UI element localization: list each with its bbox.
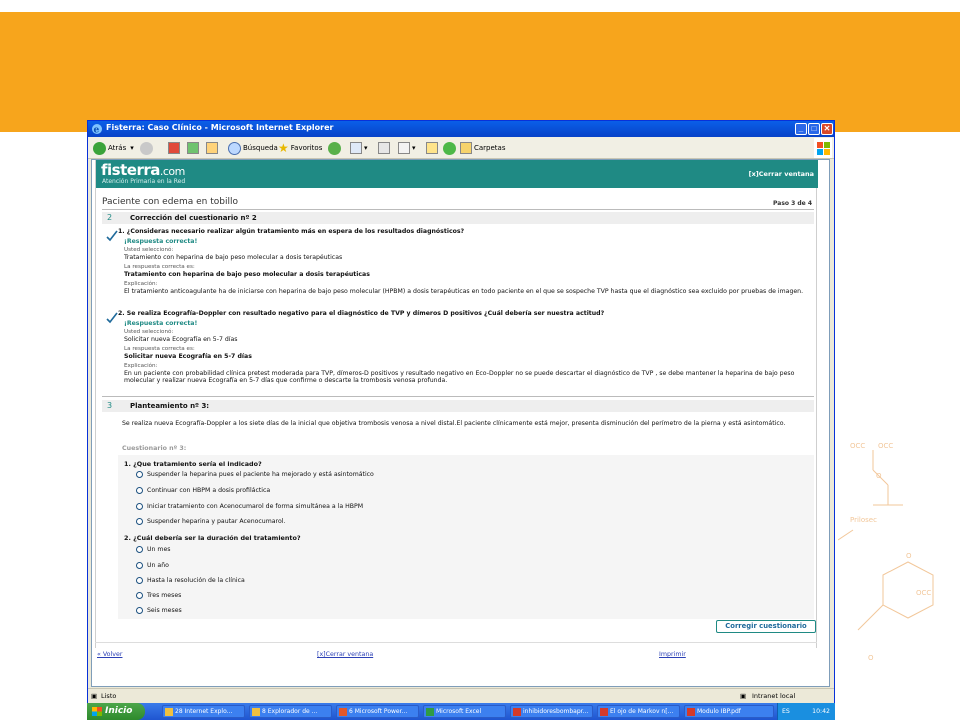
quiz-label: Cuestionario nº 3: — [122, 445, 187, 452]
divider — [95, 642, 817, 643]
case-title: Paciente con edema en tobillo — [102, 197, 238, 207]
chevron-down-icon: ▾ — [130, 144, 134, 152]
correct-answer: Tratamiento con heparina de bajo peso molecular a dosis terapéuticas — [124, 271, 370, 278]
section-3-header — [102, 400, 814, 412]
question-text: 1. ¿Consideras necesario realizar algún tratamiento más en espera de los resultados diagnósticos? — [118, 228, 465, 235]
correct-label: La respuesta correcta es: — [124, 264, 195, 270]
maximize-button[interactable]: □ — [808, 123, 820, 135]
discuss-button[interactable] — [426, 141, 440, 155]
submit-quiz-button[interactable]: Corregir cuestionario — [716, 620, 816, 633]
radio-button[interactable] — [136, 607, 143, 614]
messenger-icon — [443, 142, 456, 155]
selected-answer: Tratamiento con heparina de bajo peso molecular a dosis terapéuticas — [124, 254, 343, 261]
answer-block-1 — [102, 228, 814, 308]
status-bar — [88, 688, 835, 702]
windows-logo-icon — [814, 138, 832, 158]
quiz-question-2: 2. ¿Cuál debería ser la duración del tratamiento? — [124, 534, 301, 542]
browser-window — [87, 120, 835, 720]
option-q2-1[interactable]: Un mes — [136, 545, 170, 554]
option-q2-4[interactable]: Tres meses — [136, 591, 181, 600]
radio-button[interactable] — [136, 592, 143, 599]
svg-text:OCC: OCC — [878, 442, 894, 450]
explanation-label: Explicación: — [124, 281, 158, 287]
star-icon: ★ — [278, 141, 289, 155]
messenger-button[interactable] — [443, 141, 458, 155]
site-subtitle: Atención Primaria en la Red — [102, 178, 186, 185]
site-header — [96, 160, 818, 188]
mail-button[interactable]: ▾ — [350, 141, 368, 155]
history-button[interactable] — [328, 141, 343, 155]
clock[interactable]: 10:42 — [812, 708, 830, 715]
option-q2-3[interactable]: Hasta la resolución de la clínica — [136, 576, 245, 585]
radio-button[interactable] — [136, 562, 143, 569]
step-indicator: Paso 3 de 4 — [773, 200, 812, 207]
svg-text:O: O — [906, 552, 912, 560]
powerpoint-icon — [339, 708, 347, 716]
option-q2-2[interactable]: Un año — [136, 561, 169, 570]
status-badge: ¡Respuesta correcta! — [124, 238, 198, 245]
fisterra-logo[interactable]: fisterra.com — [101, 161, 185, 179]
start-button[interactable]: Inicio — [87, 703, 145, 720]
svg-text:e: e — [93, 125, 100, 135]
stop-icon — [168, 142, 180, 154]
minimize-button[interactable]: _ — [795, 123, 807, 135]
windows-taskbar — [87, 703, 835, 720]
selected-label: Usted seleccionó: — [124, 247, 174, 253]
chemical-structure-decoration — [838, 430, 960, 690]
quiz-question-1: 1. ¿Que tratamiento sería el indicado? — [124, 460, 262, 468]
radio-button[interactable] — [136, 471, 143, 478]
orange-header-band — [0, 12, 960, 132]
page-icon: ▣ — [91, 692, 98, 700]
taskbar-item-internet-explorer[interactable]: 28 Internet Explo... — [162, 705, 245, 718]
checkmark-icon — [106, 312, 118, 324]
edit-icon — [398, 142, 410, 154]
close-window-footer-link[interactable]: [x]Cerrar ventana — [317, 651, 374, 658]
svg-text:OCC: OCC — [850, 442, 866, 450]
taskbar-item-powerpoint[interactable]: 6 Microsoft Power... — [336, 705, 419, 718]
taskbar-item-excel[interactable]: Microsoft Excel — [423, 705, 506, 718]
internet-explorer-icon — [91, 123, 103, 135]
pdf-icon — [687, 708, 695, 716]
status-badge: ¡Respuesta correcta! — [124, 320, 198, 327]
pdf-icon — [513, 708, 521, 716]
search-icon — [228, 142, 241, 155]
language-indicator[interactable]: ES — [782, 708, 790, 715]
pdf-icon — [600, 708, 608, 716]
svg-text:O: O — [868, 654, 874, 662]
taskbar-item-explorer[interactable]: 8 Explorador de ... — [249, 705, 332, 718]
intranet-icon: ▣ — [740, 692, 747, 700]
question-text: 2. Se realiza Ecografía-Doppler con resultado negativo para el diagnóstico de TVP y dímeros D positivos ¿Cuál debería ser nuestra actitud? — [118, 310, 605, 317]
selected-answer: Solicitar nueva Ecografía en 5-7 días — [124, 336, 238, 343]
section-2-header — [102, 212, 814, 224]
home-button[interactable] — [206, 141, 220, 155]
answer-block-2 — [102, 310, 814, 392]
option-q1-3[interactable]: Iniciar tratamiento con Acenocumarol de forma simultánea a la HBPM — [136, 502, 363, 511]
window-title: Fisterra: Caso Clínico - Microsoft Internet Explorer — [106, 123, 334, 132]
forward-arrow-icon — [140, 142, 153, 155]
radio-button[interactable] — [136, 503, 143, 510]
print-button[interactable] — [378, 141, 392, 155]
discuss-icon — [426, 142, 438, 154]
close-window-link[interactable]: [x]Cerrar ventana — [748, 170, 814, 178]
option-q1-2[interactable]: Continuar con HBPM a dosis profiláctica — [136, 486, 270, 495]
edit-button[interactable]: ▾ — [398, 141, 416, 155]
title-bar[interactable] — [88, 121, 835, 137]
windows-logo-icon — [92, 707, 102, 716]
explanation-text: En un paciente con probabilidad clínica pretest moderada para TVP, dímeros-D positivos y resultado negativo en Eco-Doppler no se puede descartar el diagnóstico de TVP , se debe mantener la heparina de bajo peso molecular y realizar nueva Ecografía en 5-7 días que confirme o descarte la trombosis venosa profunda. — [124, 370, 795, 385]
history-icon — [328, 142, 341, 155]
option-q1-1[interactable]: Suspender la heparina pues el paciente ha mejorado y está asintomático — [136, 470, 374, 479]
folders-button[interactable]: Carpetas — [460, 141, 506, 155]
divider — [102, 396, 814, 397]
status-text: Listo — [101, 692, 117, 700]
checkmark-icon — [106, 230, 118, 242]
browser-toolbar — [88, 137, 835, 159]
radio-button[interactable] — [136, 518, 143, 525]
home-icon — [206, 142, 218, 154]
explanation-label: Explicación: — [124, 363, 158, 369]
forward-button[interactable] — [140, 141, 155, 155]
excel-icon — [426, 708, 434, 716]
case-frame — [95, 160, 817, 648]
svg-text:OCC: OCC — [916, 589, 932, 597]
svg-text:Prilosec: Prilosec — [850, 516, 877, 524]
section-number: 2 — [107, 213, 113, 222]
back-arrow-icon — [93, 142, 106, 155]
option-q1-4[interactable]: Suspender heparina y pautar Acenocumarol. — [136, 517, 285, 526]
favorites-button[interactable]: ★ Favoritos — [278, 141, 323, 155]
case-statement: Se realiza nueva Ecografía-Doppler a los siete días de la inicial que objetiva trombosis venosa a nivel distal.El paciente clínicamente está mejor, presenta disminución del perímetro de la pierna y está asintomático. — [122, 420, 786, 427]
section-title: Planteamiento nº 3: — [130, 402, 210, 410]
close-window-button[interactable]: ✕ — [821, 123, 833, 135]
section-number: 3 — [107, 401, 113, 410]
page-viewport[interactable] — [91, 159, 830, 687]
stop-button[interactable] — [168, 141, 182, 155]
taskbar-item-pdf-3[interactable]: Modulo IBP.pdf — [684, 705, 774, 718]
system-tray — [777, 703, 835, 720]
refresh-button[interactable] — [187, 141, 201, 155]
correct-label: La respuesta correcta es: — [124, 346, 195, 352]
ie-icon — [165, 708, 173, 716]
radio-button[interactable] — [136, 546, 143, 553]
svg-text:O: O — [876, 472, 882, 480]
selected-label: Usted seleccionó: — [124, 329, 174, 335]
radio-button[interactable] — [136, 487, 143, 494]
taskbar-item-pdf-2[interactable]: El ojo de Markov n[... — [597, 705, 680, 718]
folder-icon — [460, 142, 472, 154]
folder-icon — [252, 708, 260, 716]
correct-answer: Solicitar nueva Ecografía en 5-7 días — [124, 353, 252, 360]
explanation-text: El tratamiento anticoagulante ha de iniciarse con heparina de bajo peso molecular (HPBM) a dosis terapéuticas en todo paciente en el que se sospeche TVP hasta que el diagnóstico sea excluido por pruebas de imagen. — [124, 288, 804, 295]
quiz-panel — [118, 455, 814, 619]
radio-button[interactable] — [136, 577, 143, 584]
section-title: Corrección del cuestionario nº 2 — [130, 214, 257, 222]
refresh-icon — [187, 142, 199, 154]
printer-icon — [378, 142, 390, 154]
search-button[interactable]: Búsqueda — [228, 141, 278, 155]
back-link[interactable]: « Volver — [97, 651, 123, 658]
mail-icon — [350, 142, 362, 154]
print-link[interactable]: Imprimir — [659, 651, 686, 658]
back-button[interactable]: Atrás ▾ — [93, 141, 134, 155]
taskbar-item-pdf-1[interactable]: inhibidoresbombapr... — [510, 705, 593, 718]
divider — [102, 209, 814, 210]
zone-text: Intranet local — [752, 692, 796, 700]
option-q2-5[interactable]: Seis meses — [136, 606, 182, 615]
